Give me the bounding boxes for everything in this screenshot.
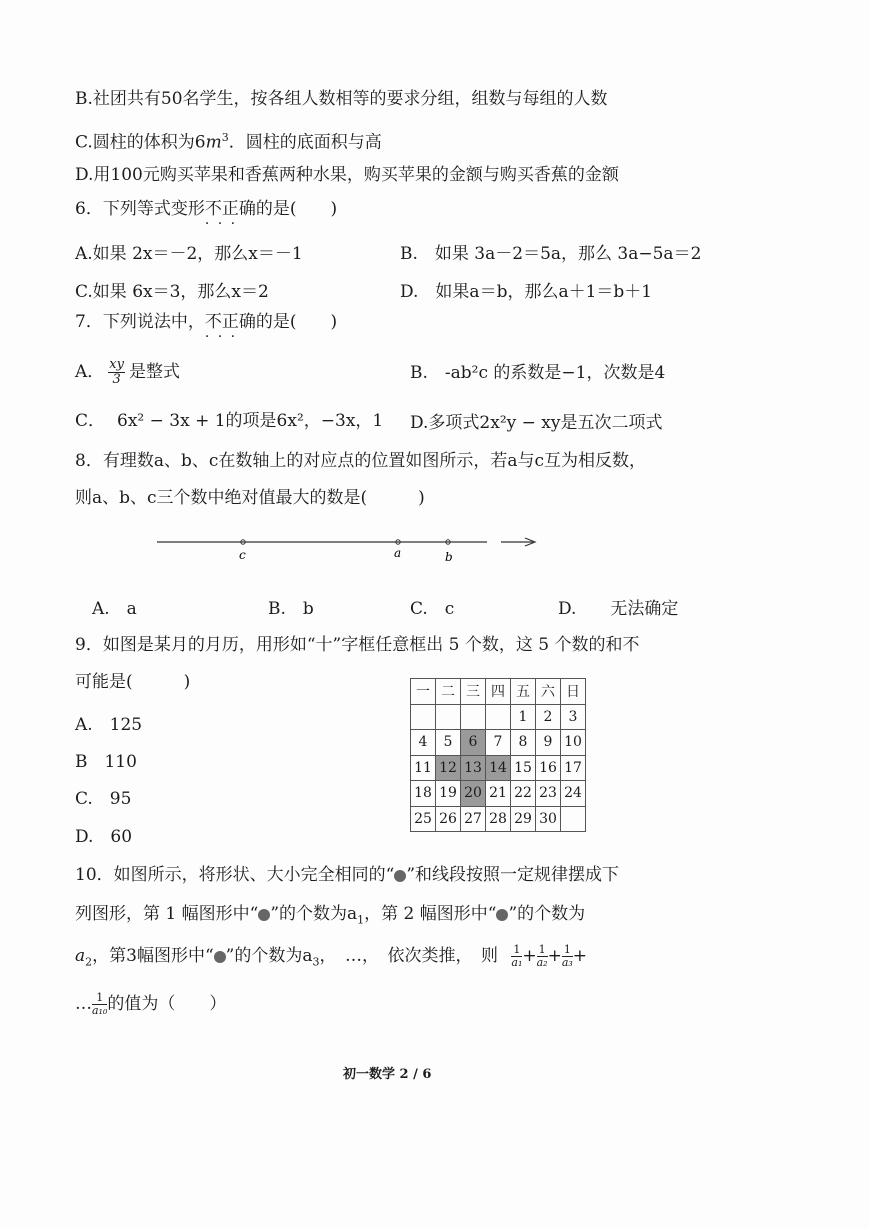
- fraction-1-over-a1: $\frac{1}{\text{a₁}}$: [511, 943, 523, 969]
- calendar-day-cell: 7: [486, 730, 511, 756]
- calendar-day-cell: 20: [461, 781, 486, 807]
- calendar-day-cell: 2: [536, 704, 561, 730]
- calendar-week-row: [411, 755, 586, 781]
- calendar-day-cell: 3: [561, 704, 586, 730]
- label-b: b: [445, 550, 453, 564]
- q6-option-a: A.如果 2x＝－2，那么x＝－1: [75, 244, 303, 264]
- q6-option-c: C.如果 6x＝3，那么x＝2: [75, 282, 269, 302]
- calendar-day-cell: 18: [411, 781, 436, 807]
- calendar-header-cell: 日: [561, 679, 586, 705]
- q10-line1: 10．如图所示，将形状、大小完全相同的“ ”和线段按照一定规律摆成下: [75, 865, 620, 885]
- label-a: a: [394, 546, 402, 560]
- calendar-week-row: [411, 730, 586, 756]
- label-c: c: [239, 548, 246, 562]
- q8-option-a: A. a: [92, 599, 137, 619]
- calendar-day-cell: [461, 704, 486, 730]
- q6-option-b: B. 如果 3a－2＝5a，那么 3a−5a＝2: [400, 244, 702, 264]
- calendar-day-cell: 29: [511, 806, 536, 832]
- calendar-day-cell: 21: [486, 781, 511, 807]
- q9-option-d: D. 60: [75, 827, 133, 847]
- q9-option-b: B 110: [75, 752, 137, 772]
- calendar-day-cell: 27: [461, 806, 486, 832]
- number-line-figure: [155, 533, 545, 568]
- q7-option-a: A． $\frac{xy}{3}$ 是整式: [75, 357, 180, 387]
- q9-option-c: C. 95: [75, 789, 132, 809]
- calendar-day-cell: 4: [411, 730, 436, 756]
- calendar-week-row: [411, 704, 586, 730]
- circle-dot-icon: [258, 909, 270, 921]
- circle-dot-icon: [496, 909, 508, 921]
- calendar-header-row: [411, 679, 586, 705]
- calendar-day-cell: 28: [486, 806, 511, 832]
- calendar-day-cell: 26: [436, 806, 461, 832]
- circle-dot-icon: [394, 870, 406, 882]
- calendar-day-cell: [411, 704, 436, 730]
- q5-option-c: C.圆柱的体积为$6m^3$．圆柱的底面积与高: [75, 131, 382, 153]
- q7-option-b: B. -ab²c 的系数是−1，次数是4: [410, 363, 666, 383]
- calendar-header-cell: 四: [486, 679, 511, 705]
- calendar-day-cell: 25: [411, 806, 436, 832]
- q8-stem-line1: 8．有理数a、b、c在数轴上的对应点的位置如图所示，若a与c互为相反数，: [75, 451, 647, 471]
- calendar-day-cell: 24: [561, 781, 586, 807]
- calendar-day-cell: [561, 806, 586, 832]
- q6-option-d: D. 如果a＝b，那么a＋1＝b＋1: [400, 282, 653, 302]
- q8-option-b: B. b: [268, 599, 314, 619]
- page-footer: 初一数学 2 / 6: [343, 1067, 432, 1082]
- calendar-day-cell: 19: [436, 781, 461, 807]
- calendar-day-cell: 5: [436, 730, 461, 756]
- calendar-day-cell: 8: [511, 730, 536, 756]
- q10-line4: … $\frac{1}{\text{a₁₀}}$ 的值为（ ）: [75, 991, 227, 1017]
- q5-option-d: D.用100元购买苹果和香蕉两种水果，购买苹果的金额与购买香蕉的金额: [75, 165, 619, 185]
- circle-dot-icon: [214, 951, 226, 963]
- q8-stem-line2: 则a、b、c三个数中绝对值最大的数是( ): [75, 488, 425, 508]
- q10-line2: 列图形，第 1 幅图形中“ ”的个数为$a_1$，第 2 幅图形中“ ”的个数为: [75, 904, 586, 927]
- calendar-day-cell: 9: [536, 730, 561, 756]
- calendar-day-cell: 10: [561, 730, 586, 756]
- q9-stem-line2: 可能是( ): [75, 672, 191, 692]
- calendar-day-cell: 15: [511, 755, 536, 781]
- calendar-header-cell: 六: [536, 679, 561, 705]
- q7-stem: 7．下列说法中，不正确 · · ·的是( ): [75, 311, 337, 333]
- calendar-header-cell: 五: [511, 679, 536, 705]
- q6-stem: 6．下列等式变形不正确 · · ·的是( ): [75, 198, 337, 220]
- calendar-week-row: [411, 781, 586, 807]
- q8-option-c: C. c: [410, 599, 455, 619]
- fraction-1-over-a2: $\frac{1}{\text{a₂}}$: [536, 943, 548, 969]
- calendar-day-cell: 1: [511, 704, 536, 730]
- calendar-day-cell: 12: [436, 755, 461, 781]
- q10-line3: $a_2$，第3幅图形中“ ”的个数为$a_3$， …， 依次类推， 则 $\frac{1}{\text{a₁}}$ + $\frac{1}{\text{a₂}}$ + $\frac{1}{\text{a₃}}$ +: [75, 943, 588, 969]
- calendar-header-cell: 一: [411, 679, 436, 705]
- calendar-day-cell: [436, 704, 461, 730]
- calendar-day-cell: 13: [461, 755, 486, 781]
- q7-option-d: D.多项式2x²y − xy是五次二项式: [410, 413, 663, 433]
- fraction-1-over-a10: $\frac{1}{\text{a₁₀}}$: [92, 991, 108, 1017]
- calendar-day-cell: 16: [536, 755, 561, 781]
- calendar-day-cell: 11: [411, 755, 436, 781]
- calendar-day-cell: 17: [561, 755, 586, 781]
- calendar-day-cell: 6: [461, 730, 486, 756]
- calendar-day-cell: 14: [486, 755, 511, 781]
- calendar-day-cell: 30: [536, 806, 561, 832]
- q9-option-a: A. 125: [75, 715, 143, 735]
- q5-option-b: B.社团共有50名学生，按各组人数相等的要求分组，组数与每组的人数: [75, 89, 608, 109]
- q9-stem-line1: 9．如图是某月的月历，用形如“十”字框任意框出 5 个数，这 5 个数的和不: [75, 635, 640, 655]
- fraction-1-over-a3: $\frac{1}{\text{a₃}}$: [561, 943, 573, 969]
- calendar-header-cell: 二: [436, 679, 461, 705]
- calendar-header-cell: 三: [461, 679, 486, 705]
- q7-option-c: C． 6x² − 3x + 1的项是6x²，−3x，1: [75, 411, 384, 431]
- calendar-week-row: [411, 806, 586, 832]
- q8-option-d: D. 无法确定: [558, 599, 679, 619]
- calendar-day-cell: 23: [536, 781, 561, 807]
- calendar-day-cell: [486, 704, 511, 730]
- calendar-day-cell: 22: [511, 781, 536, 807]
- calendar-table: [410, 678, 586, 832]
